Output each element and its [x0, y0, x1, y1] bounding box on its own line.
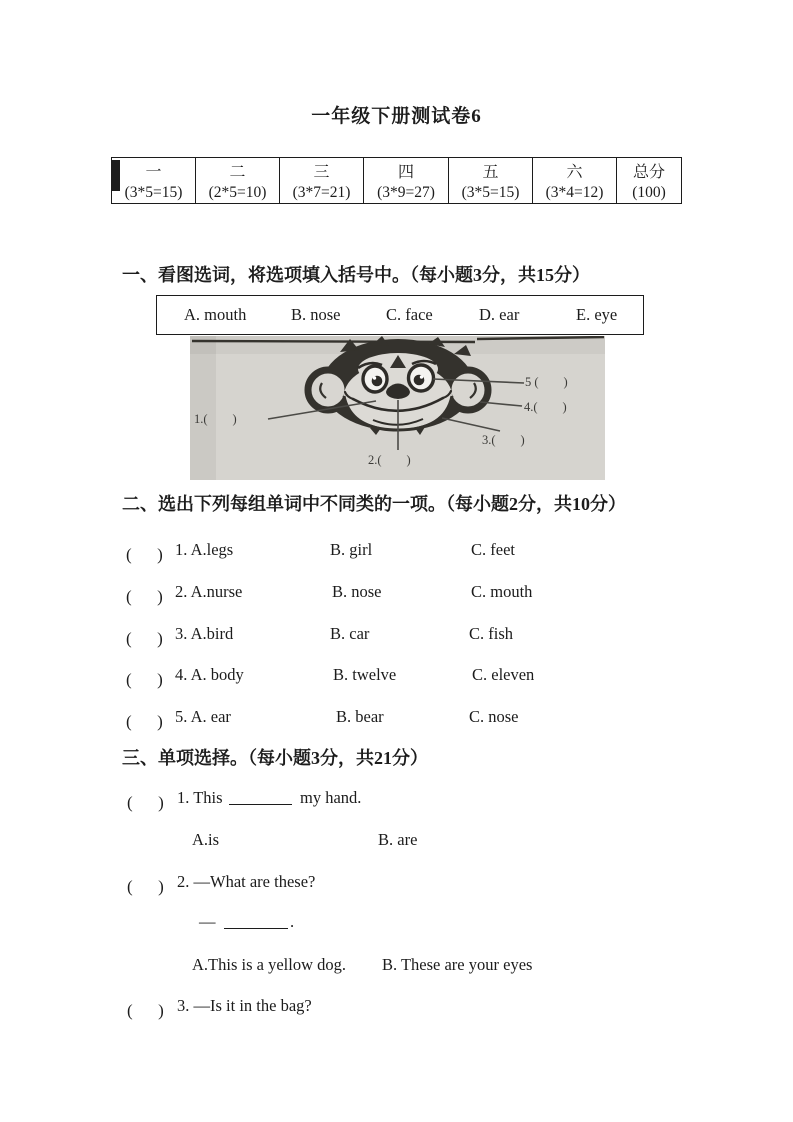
- s3-q3-stem-row: [0, 996, 793, 1018]
- s3-q2-option-a: A.This is a yellow dog.: [192, 955, 346, 974]
- monkey-ear-left: [308, 370, 348, 410]
- score-col-total-points: (100): [632, 183, 666, 201]
- s2-item-5-option-a: 5. A. ear: [175, 707, 231, 726]
- score-col-total: [617, 158, 682, 204]
- s2-item-4-option-a: 4. A. body: [175, 665, 244, 684]
- score-col-5: [449, 158, 533, 204]
- s2-item-2-option-a: 2. A.nurse: [175, 582, 243, 601]
- word-bank-option-c: C. face: [386, 305, 433, 324]
- answer-paren-s2-4[interactable]: ( ): [126, 670, 163, 689]
- s3-q3-stem: 3. —Is it in the bag?: [177, 996, 312, 1015]
- s3-q2-stem: 2. —What are these?: [177, 872, 316, 891]
- score-col-3: [280, 158, 364, 204]
- score-col-5-name: 五: [482, 163, 499, 181]
- s2-item-5-option-c: C. nose: [469, 707, 519, 726]
- answer-paren-s2-5[interactable]: ( ): [126, 712, 163, 731]
- s2-item-3: [0, 624, 793, 646]
- score-col-4-name: 四: [397, 163, 414, 181]
- score-col-2-name: 二: [229, 163, 246, 181]
- s3-q2-options-row: [0, 955, 793, 977]
- score-col-4: [364, 158, 449, 204]
- word-bank-option-e: E. eye: [576, 305, 618, 324]
- s3-q1-option-a: A.is: [192, 830, 220, 849]
- s2-item-2-option-c: C. mouth: [471, 582, 533, 601]
- score-table-header-row: [112, 158, 682, 204]
- s3-q1-stem-before: 1. This: [177, 788, 223, 807]
- s2-item-5-option-b: B. bear: [336, 707, 384, 726]
- s3-q2-answer-dash: —: [199, 912, 216, 931]
- answer-paren-s2-1[interactable]: ( ): [126, 545, 163, 564]
- s2-item-3-option-b: B. car: [330, 624, 370, 643]
- answer-paren-s2-3[interactable]: ( ): [126, 629, 163, 648]
- s2-item-1: [0, 540, 793, 562]
- monkey-photo-svg: [190, 336, 605, 480]
- score-col-total-name: 总分: [632, 163, 665, 181]
- s3-q2-answer-blank[interactable]: [224, 912, 288, 929]
- figure-label-5[interactable]: 5 ( ): [525, 375, 568, 389]
- score-col-1-points: (3*5=15): [124, 183, 183, 201]
- s3-q1-answer-blank[interactable]: [229, 788, 292, 805]
- score-col-2-points: (2*5=10): [208, 183, 267, 201]
- s2-item-1-option-c: C. feet: [471, 540, 515, 559]
- section1-heading: 一、看图选词，将选项填入括号中。（每小题3分，共15分）: [122, 265, 590, 285]
- s2-item-3-option-a: 3. A.bird: [175, 624, 234, 643]
- s3-q2-stem-row: [0, 872, 793, 894]
- answer-paren-s3-3[interactable]: ( ): [127, 1001, 164, 1020]
- score-col-1-name: 一: [145, 163, 162, 181]
- score-col-6-points: (3*4=12): [545, 183, 604, 201]
- monkey-ear-right: [448, 370, 488, 410]
- score-col-2: [196, 158, 280, 204]
- score-col-3-points: (3*7=21): [292, 183, 351, 201]
- section2-heading: 二、选出下列每组单词中不同类的一项。（每小题2分，共10分）: [122, 494, 626, 514]
- s3-q1-stem-after: my hand.: [300, 788, 362, 807]
- word-bank-box: [156, 295, 644, 335]
- section3-heading: 三、单项选择。（每小题3分，共21分）: [122, 748, 428, 768]
- score-entry-cell-total[interactable]: [118, 160, 119, 190]
- score-col-4-points: (3*9=27): [377, 183, 435, 201]
- figure-label-2[interactable]: 2.( ): [368, 453, 411, 467]
- word-bank-option-d: D. ear: [479, 305, 520, 324]
- s2-item-2: [0, 582, 793, 604]
- score-table-entry-row: [112, 160, 120, 177]
- word-bank-option-a: A. mouth: [184, 305, 247, 324]
- word-bank-option-b: B. nose: [291, 305, 341, 324]
- figure-label-4[interactable]: 4.( ): [524, 400, 567, 414]
- s2-item-4-option-b: B. twelve: [333, 665, 397, 684]
- figure-label-1[interactable]: 1.( ): [194, 412, 237, 426]
- figure-label-3[interactable]: 3.( ): [482, 433, 525, 447]
- answer-paren-s3-2[interactable]: ( ): [127, 877, 164, 896]
- s3-q1-stem-row: [0, 788, 793, 810]
- s2-item-4: [0, 665, 793, 687]
- score-col-6: [533, 158, 617, 204]
- s2-item-1-option-b: B. girl: [330, 540, 373, 559]
- s2-item-2-option-b: B. nose: [332, 582, 382, 601]
- s2-item-5: [0, 707, 793, 729]
- score-col-5-points: (3*5=15): [461, 183, 520, 201]
- s2-item-4-option-c: C. eleven: [472, 665, 535, 684]
- s3-q1-options-row: [0, 830, 793, 852]
- score-col-6-name: 六: [566, 163, 583, 181]
- score-col-3-name: 三: [313, 163, 330, 181]
- answer-paren-s2-2[interactable]: ( ): [126, 587, 163, 606]
- s3-q1-option-b: B. are: [378, 830, 418, 849]
- page-title: 一年级下册测试卷6: [311, 106, 482, 127]
- monkey-figure-photo: [190, 336, 605, 480]
- score-col-1: [112, 158, 196, 204]
- score-table: [111, 157, 682, 204]
- s2-item-3-option-c: C. fish: [469, 624, 514, 643]
- s3-q2-option-b: B. These are your eyes: [382, 955, 533, 974]
- s2-item-1-option-a: 1. A.legs: [175, 540, 234, 559]
- s3-q2-answer-row: [0, 912, 793, 934]
- s3-q2-answer-period: .: [290, 912, 295, 931]
- answer-paren-s3-1[interactable]: ( ): [127, 793, 164, 812]
